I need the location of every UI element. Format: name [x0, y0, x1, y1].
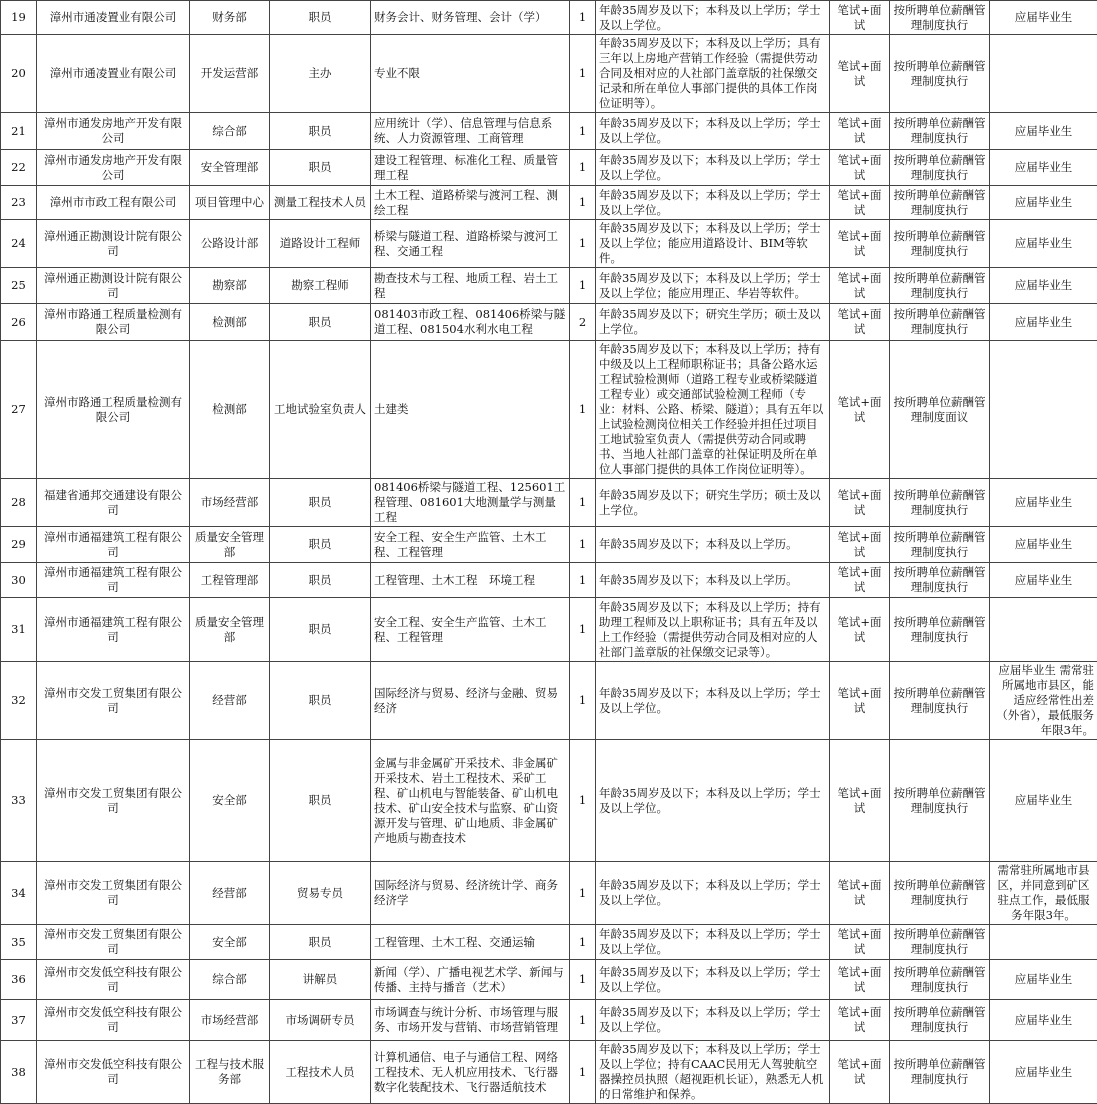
cell-position: 工程技术人员 [270, 1041, 371, 1104]
cell-major: 勘查技术与工程、地质工程、岩土工程 [371, 268, 570, 304]
table-row [1, 479, 1097, 527]
cell-requirements: 年龄35周岁及以下；本科及以上学历；学士及以上学位。 [596, 1000, 830, 1041]
cell-exam-method: 笔试+面试 [830, 150, 890, 186]
cell-company: 漳州市通凌置业有限公司 [37, 1, 190, 35]
cell-position: 勘察工程师 [270, 268, 371, 304]
cell-company: 漳州市交发低空科技有限公司 [37, 1041, 190, 1104]
cell-headcount: 1 [570, 960, 596, 1000]
table-row [1, 1000, 1097, 1041]
table-row [1, 598, 1097, 662]
cell-major: 工程管理、土木工程、交通运输 [371, 925, 570, 960]
table-row [1, 341, 1097, 479]
cell-salary: 按所聘单位薪酬管理制度执行 [890, 268, 990, 304]
cell-department: 综合部 [190, 113, 270, 150]
cell-headcount: 1 [570, 740, 596, 862]
cell-position: 测量工程技术人员 [270, 186, 371, 220]
cell-requirements: 年龄35周岁及以下；本科及以上学历；学士及以上学位。 [596, 1, 830, 35]
cell-department: 财务部 [190, 1, 270, 35]
cell-exam-method: 笔试+面试 [830, 220, 890, 268]
cell-requirements: 年龄35周岁及以下；本科及以上学历；学士及以上学位；能应用道路设计、BIM等软件。 [596, 220, 830, 268]
cell-major: 市场调查与统计分析、市场管理与服务、市场开发与营销、市场营销管理 [371, 1000, 570, 1041]
cell-department: 质量安全管理部 [190, 527, 270, 563]
cell-company: 漳州市市政工程有限公司 [37, 186, 190, 220]
cell-exam-method: 笔试+面试 [830, 1041, 890, 1104]
cell-requirements: 年龄35周岁及以下；本科及以上学历；持有中级及以上工程师职称证书；具备公路水运工程试验检测师（道路工程专业或桥梁隧道工程专业）或交通部试验检测工程师（专业：材料、公路、桥梁、隧道）；具有五年以上试验检测岗位相关工作经验并担任过项目工地试验室负责人（需提供劳动合同或聘书、当地人社部门盖章的社保证明及所在单位人事部门提供的具体工作岗位证明等）。 [596, 341, 830, 479]
cell-department: 检测部 [190, 341, 270, 479]
cell-requirements: 年龄35周岁及以下；本科及以上学历；学士及以上学位。 [596, 662, 830, 740]
cell-major: 应用统计（学）、信息管理与信息系统、人力资源管理、工商管理 [371, 113, 570, 150]
cell-position: 贸易专员 [270, 862, 371, 925]
cell-headcount: 1 [570, 186, 596, 220]
cell-seq: 33 [1, 740, 37, 862]
cell-remarks: 应届毕业生 [990, 220, 1097, 268]
cell-remarks [990, 341, 1097, 479]
cell-major: 081403市政工程、081406桥梁与隧道工程、081504水利水电工程 [371, 304, 570, 341]
cell-seq: 36 [1, 960, 37, 1000]
cell-major: 安全工程、安全生产监管、土木工程、工程管理 [371, 527, 570, 563]
cell-salary: 按所聘单位薪酬管理制度执行 [890, 662, 990, 740]
table-row [1, 268, 1097, 304]
cell-seq: 26 [1, 304, 37, 341]
cell-seq: 28 [1, 479, 37, 527]
cell-major: 安全工程、安全生产监管、土木工程、工程管理 [371, 598, 570, 662]
cell-department: 工程与技术服务部 [190, 1041, 270, 1104]
cell-position: 市场调研专员 [270, 1000, 371, 1041]
cell-remarks: 应届毕业生 [990, 479, 1097, 527]
cell-position: 职员 [270, 740, 371, 862]
cell-salary: 按所聘单位薪酬管理制度执行 [890, 862, 990, 925]
cell-headcount: 1 [570, 35, 596, 113]
cell-major: 新闻（学）、广播电视艺术学、新闻与传播、主持与播音（艺术） [371, 960, 570, 1000]
cell-company: 漳州市交发工贸集团有限公司 [37, 862, 190, 925]
cell-department: 经营部 [190, 862, 270, 925]
cell-exam-method: 笔试+面试 [830, 113, 890, 150]
cell-seq: 22 [1, 150, 37, 186]
cell-department: 开发运营部 [190, 35, 270, 113]
cell-seq: 23 [1, 186, 37, 220]
cell-position: 职员 [270, 304, 371, 341]
cell-requirements: 年龄35周岁及以下；本科及以上学历；持有助理工程师及以上职称证书；具有五年及以上工作经验（需提供劳动合同及相对应的人社部门盖章版的社保缴交记录等）。 [596, 598, 830, 662]
cell-remarks: 应届毕业生 [990, 740, 1097, 862]
cell-remarks: 应届毕业生 [990, 150, 1097, 186]
table-row [1, 862, 1097, 925]
cell-headcount: 1 [570, 1041, 596, 1104]
cell-headcount: 1 [570, 268, 596, 304]
cell-headcount: 1 [570, 113, 596, 150]
cell-department: 综合部 [190, 960, 270, 1000]
table-row [1, 113, 1097, 150]
cell-headcount: 1 [570, 150, 596, 186]
cell-position: 职员 [270, 662, 371, 740]
cell-company: 福建省通邦交通建设有限公司 [37, 479, 190, 527]
cell-exam-method: 笔试+面试 [830, 186, 890, 220]
cell-position: 职员 [270, 527, 371, 563]
cell-department: 安全部 [190, 740, 270, 862]
cell-requirements: 年龄35周岁及以下；本科及以上学历。 [596, 563, 830, 598]
cell-company: 漳州市路通工程质量检测有限公司 [37, 341, 190, 479]
cell-position: 职员 [270, 1, 371, 35]
table-row [1, 925, 1097, 960]
cell-exam-method: 笔试+面试 [830, 960, 890, 1000]
cell-headcount: 1 [570, 341, 596, 479]
cell-remarks: 应届毕业生 [990, 186, 1097, 220]
cell-seq: 27 [1, 341, 37, 479]
cell-major: 金属与非金属矿开采技术、非金属矿开采技术、岩土工程技术、采矿工程、矿山机电与智能装备、矿山机电技术、矿山安全技术与监察、矿山资源开发与管理、矿山地质、非金属矿产地质与勘查技术 [371, 740, 570, 862]
cell-company: 漳州市通福建筑工程有限公司 [37, 563, 190, 598]
cell-salary: 按所聘单位薪酬管理制度面议 [890, 341, 990, 479]
cell-salary: 按所聘单位薪酬管理制度执行 [890, 1, 990, 35]
table-row [1, 563, 1097, 598]
cell-seq: 24 [1, 220, 37, 268]
table-row [1, 186, 1097, 220]
cell-remarks [990, 598, 1097, 662]
cell-headcount: 1 [570, 479, 596, 527]
cell-major: 专业不限 [371, 35, 570, 113]
cell-requirements: 年龄35周岁及以下；本科及以上学历；学士及以上学位。 [596, 186, 830, 220]
cell-remarks: 应届毕业生 [990, 1041, 1097, 1104]
cell-major: 国际经济与贸易、经济与金融、贸易经济 [371, 662, 570, 740]
cell-position: 职员 [270, 598, 371, 662]
cell-position: 职员 [270, 563, 371, 598]
cell-seq: 35 [1, 925, 37, 960]
table-row [1, 527, 1097, 563]
cell-exam-method: 笔试+面试 [830, 1, 890, 35]
cell-exam-method: 笔试+面试 [830, 598, 890, 662]
cell-department: 检测部 [190, 304, 270, 341]
cell-company: 漳州市通福建筑工程有限公司 [37, 527, 190, 563]
cell-major: 财务会计、财务管理、会计（学） [371, 1, 570, 35]
cell-seq: 38 [1, 1041, 37, 1104]
cell-salary: 按所聘单位薪酬管理制度执行 [890, 150, 990, 186]
table-row [1, 304, 1097, 341]
cell-position: 职员 [270, 925, 371, 960]
table-row [1, 150, 1097, 186]
cell-seq: 30 [1, 563, 37, 598]
cell-exam-method: 笔试+面试 [830, 35, 890, 113]
cell-position: 道路设计工程师 [270, 220, 371, 268]
cell-company: 漳州市交发低空科技有限公司 [37, 960, 190, 1000]
cell-department: 市场经营部 [190, 1000, 270, 1041]
cell-department: 安全部 [190, 925, 270, 960]
cell-company: 漳州市通发房地产开发有限公司 [37, 150, 190, 186]
cell-remarks: 应届毕业生 [990, 1000, 1097, 1041]
cell-exam-method: 笔试+面试 [830, 479, 890, 527]
cell-requirements: 年龄35周岁及以下；本科及以上学历。 [596, 527, 830, 563]
cell-department: 公路设计部 [190, 220, 270, 268]
cell-requirements: 年龄35周岁及以下；本科及以上学历；学士及以上学位。 [596, 113, 830, 150]
cell-seq: 20 [1, 35, 37, 113]
cell-headcount: 1 [570, 1000, 596, 1041]
cell-requirements: 年龄35周岁及以下；研究生学历；硕士及以上学位。 [596, 479, 830, 527]
cell-remarks: 应届毕业生 [990, 304, 1097, 341]
cell-salary: 按所聘单位薪酬管理制度执行 [890, 527, 990, 563]
cell-department: 工程管理部 [190, 563, 270, 598]
cell-remarks: 应届毕业生 需常驻所属地市县区，能适应经常性出差（外省），最低服务年限3年。 [990, 662, 1097, 740]
cell-remarks [990, 35, 1097, 113]
cell-major: 建设工程管理、标准化工程、质量管理工程 [371, 150, 570, 186]
cell-company: 漳州通正勘测设计院有限公司 [37, 268, 190, 304]
cell-remarks: 需常驻所属地市县区，并同意到矿区驻点工作，最低服务年限3年。 [990, 862, 1097, 925]
cell-exam-method: 笔试+面试 [830, 563, 890, 598]
table-row [1, 1041, 1097, 1104]
cell-salary: 按所聘单位薪酬管理制度执行 [890, 960, 990, 1000]
table-row [1, 740, 1097, 862]
cell-company: 漳州市交发工贸集团有限公司 [37, 740, 190, 862]
cell-headcount: 2 [570, 304, 596, 341]
cell-company: 漳州市通凌置业有限公司 [37, 35, 190, 113]
cell-headcount: 1 [570, 527, 596, 563]
cell-position: 讲解员 [270, 960, 371, 1000]
table-body [1, 1, 1097, 1104]
cell-remarks: 应届毕业生 [990, 268, 1097, 304]
cell-exam-method: 笔试+面试 [830, 341, 890, 479]
cell-seq: 21 [1, 113, 37, 150]
cell-position: 主办 [270, 35, 371, 113]
cell-headcount: 1 [570, 862, 596, 925]
cell-major: 计算机通信、电子与通信工程、网络工程技术、无人机应用技术、飞行器数字化装配技术、飞行器适航技术 [371, 1041, 570, 1104]
cell-position: 职员 [270, 479, 371, 527]
cell-seq: 29 [1, 527, 37, 563]
cell-seq: 31 [1, 598, 37, 662]
cell-department: 经营部 [190, 662, 270, 740]
cell-company: 漳州市通福建筑工程有限公司 [37, 598, 190, 662]
cell-salary: 按所聘单位薪酬管理制度执行 [890, 479, 990, 527]
cell-requirements: 年龄35周岁及以下；本科及以上学历；学士及以上学位。 [596, 150, 830, 186]
cell-headcount: 1 [570, 598, 596, 662]
cell-seq: 37 [1, 1000, 37, 1041]
cell-remarks: 应届毕业生 [990, 1, 1097, 35]
cell-salary: 按所聘单位薪酬管理制度执行 [890, 186, 990, 220]
cell-exam-method: 笔试+面试 [830, 925, 890, 960]
cell-remarks: 应届毕业生 [990, 960, 1097, 1000]
cell-company: 漳州市交发工贸集团有限公司 [37, 662, 190, 740]
table-row [1, 960, 1097, 1000]
cell-major: 土建类 [371, 341, 570, 479]
cell-seq: 32 [1, 662, 37, 740]
cell-company: 漳州市路通工程质量检测有限公司 [37, 304, 190, 341]
cell-department: 市场经营部 [190, 479, 270, 527]
cell-headcount: 1 [570, 925, 596, 960]
cell-requirements: 年龄35周岁及以下；本科及以上学历；具有三年以上房地产营销工作经验（需提供劳动合同及相对应的人社部门盖章版的社保缴交记录和所在单位人事部门提供的具体工作岗位证明等）。 [596, 35, 830, 113]
cell-major: 国际经济与贸易、经济统计学、商务经济学 [371, 862, 570, 925]
cell-salary: 按所聘单位薪酬管理制度执行 [890, 563, 990, 598]
cell-remarks: 应届毕业生 [990, 527, 1097, 563]
cell-department: 质量安全管理部 [190, 598, 270, 662]
cell-seq: 25 [1, 268, 37, 304]
cell-requirements: 年龄35周岁及以下；本科及以上学历；学士及以上学位。 [596, 740, 830, 862]
cell-seq: 34 [1, 862, 37, 925]
cell-requirements: 年龄35周岁及以下；本科及以上学历；学士及以上学位。 [596, 862, 830, 925]
table-row [1, 220, 1097, 268]
cell-department: 项目管理中心 [190, 186, 270, 220]
cell-exam-method: 笔试+面试 [830, 662, 890, 740]
cell-salary: 按所聘单位薪酬管理制度执行 [890, 220, 990, 268]
cell-salary: 按所聘单位薪酬管理制度执行 [890, 740, 990, 862]
cell-salary: 按所聘单位薪酬管理制度执行 [890, 35, 990, 113]
cell-company: 漳州市交发工贸集团有限公司 [37, 925, 190, 960]
cell-salary: 按所聘单位薪酬管理制度执行 [890, 598, 990, 662]
cell-salary: 按所聘单位薪酬管理制度执行 [890, 1041, 990, 1104]
cell-department: 安全管理部 [190, 150, 270, 186]
cell-salary: 按所聘单位薪酬管理制度执行 [890, 113, 990, 150]
cell-salary: 按所聘单位薪酬管理制度执行 [890, 1000, 990, 1041]
cell-company: 漳州市通发房地产开发有限公司 [37, 113, 190, 150]
cell-exam-method: 笔试+面试 [830, 1000, 890, 1041]
cell-remarks [990, 925, 1097, 960]
cell-requirements: 年龄35周岁及以下；本科及以上学历；学士及以上学位；持有CAAC民用无人驾驶航空器操控员执照（超视距机长证），熟悉无人机的日常维护和保养。 [596, 1041, 830, 1104]
cell-remarks: 应届毕业生 [990, 563, 1097, 598]
cell-major: 桥梁与隧道工程、道路桥梁与渡河工程、交通工程 [371, 220, 570, 268]
cell-exam-method: 笔试+面试 [830, 862, 890, 925]
cell-remarks: 应届毕业生 [990, 113, 1097, 150]
cell-company: 漳州通正勘测设计院有限公司 [37, 220, 190, 268]
cell-headcount: 1 [570, 220, 596, 268]
cell-position: 职员 [270, 150, 371, 186]
cell-headcount: 1 [570, 563, 596, 598]
table-row [1, 35, 1097, 113]
cell-requirements: 年龄35周岁及以下；本科及以上学历；学士及以上学位；能应用理正、华岩等软件。 [596, 268, 830, 304]
cell-requirements: 年龄35周岁及以下；研究生学历；硕士及以上学位。 [596, 304, 830, 341]
cell-major: 工程管理、土木工程 环境工程 [371, 563, 570, 598]
cell-department: 勘察部 [190, 268, 270, 304]
cell-exam-method: 笔试+面试 [830, 740, 890, 862]
table-row [1, 1, 1097, 35]
cell-requirements: 年龄35周岁及以下；本科及以上学历；学士及以上学位。 [596, 960, 830, 1000]
cell-requirements: 年龄35周岁及以下；本科及以上学历；学士及以上学位。 [596, 925, 830, 960]
cell-major: 081406桥梁与隧道工程、125601工程管理、081601大地测量学与测量工程 [371, 479, 570, 527]
cell-company: 漳州市交发低空科技有限公司 [37, 1000, 190, 1041]
cell-exam-method: 笔试+面试 [830, 268, 890, 304]
cell-position: 工地试验室负责人 [270, 341, 371, 479]
cell-seq: 19 [1, 1, 37, 35]
cell-exam-method: 笔试+面试 [830, 527, 890, 563]
cell-position: 职员 [270, 113, 371, 150]
cell-headcount: 1 [570, 1, 596, 35]
cell-major: 土木工程、道路桥梁与渡河工程、测绘工程 [371, 186, 570, 220]
table-row [1, 662, 1097, 740]
cell-exam-method: 笔试+面试 [830, 304, 890, 341]
cell-headcount: 1 [570, 662, 596, 740]
cell-salary: 按所聘单位薪酬管理制度执行 [890, 925, 990, 960]
cell-salary: 按所聘单位薪酬管理制度执行 [890, 304, 990, 341]
